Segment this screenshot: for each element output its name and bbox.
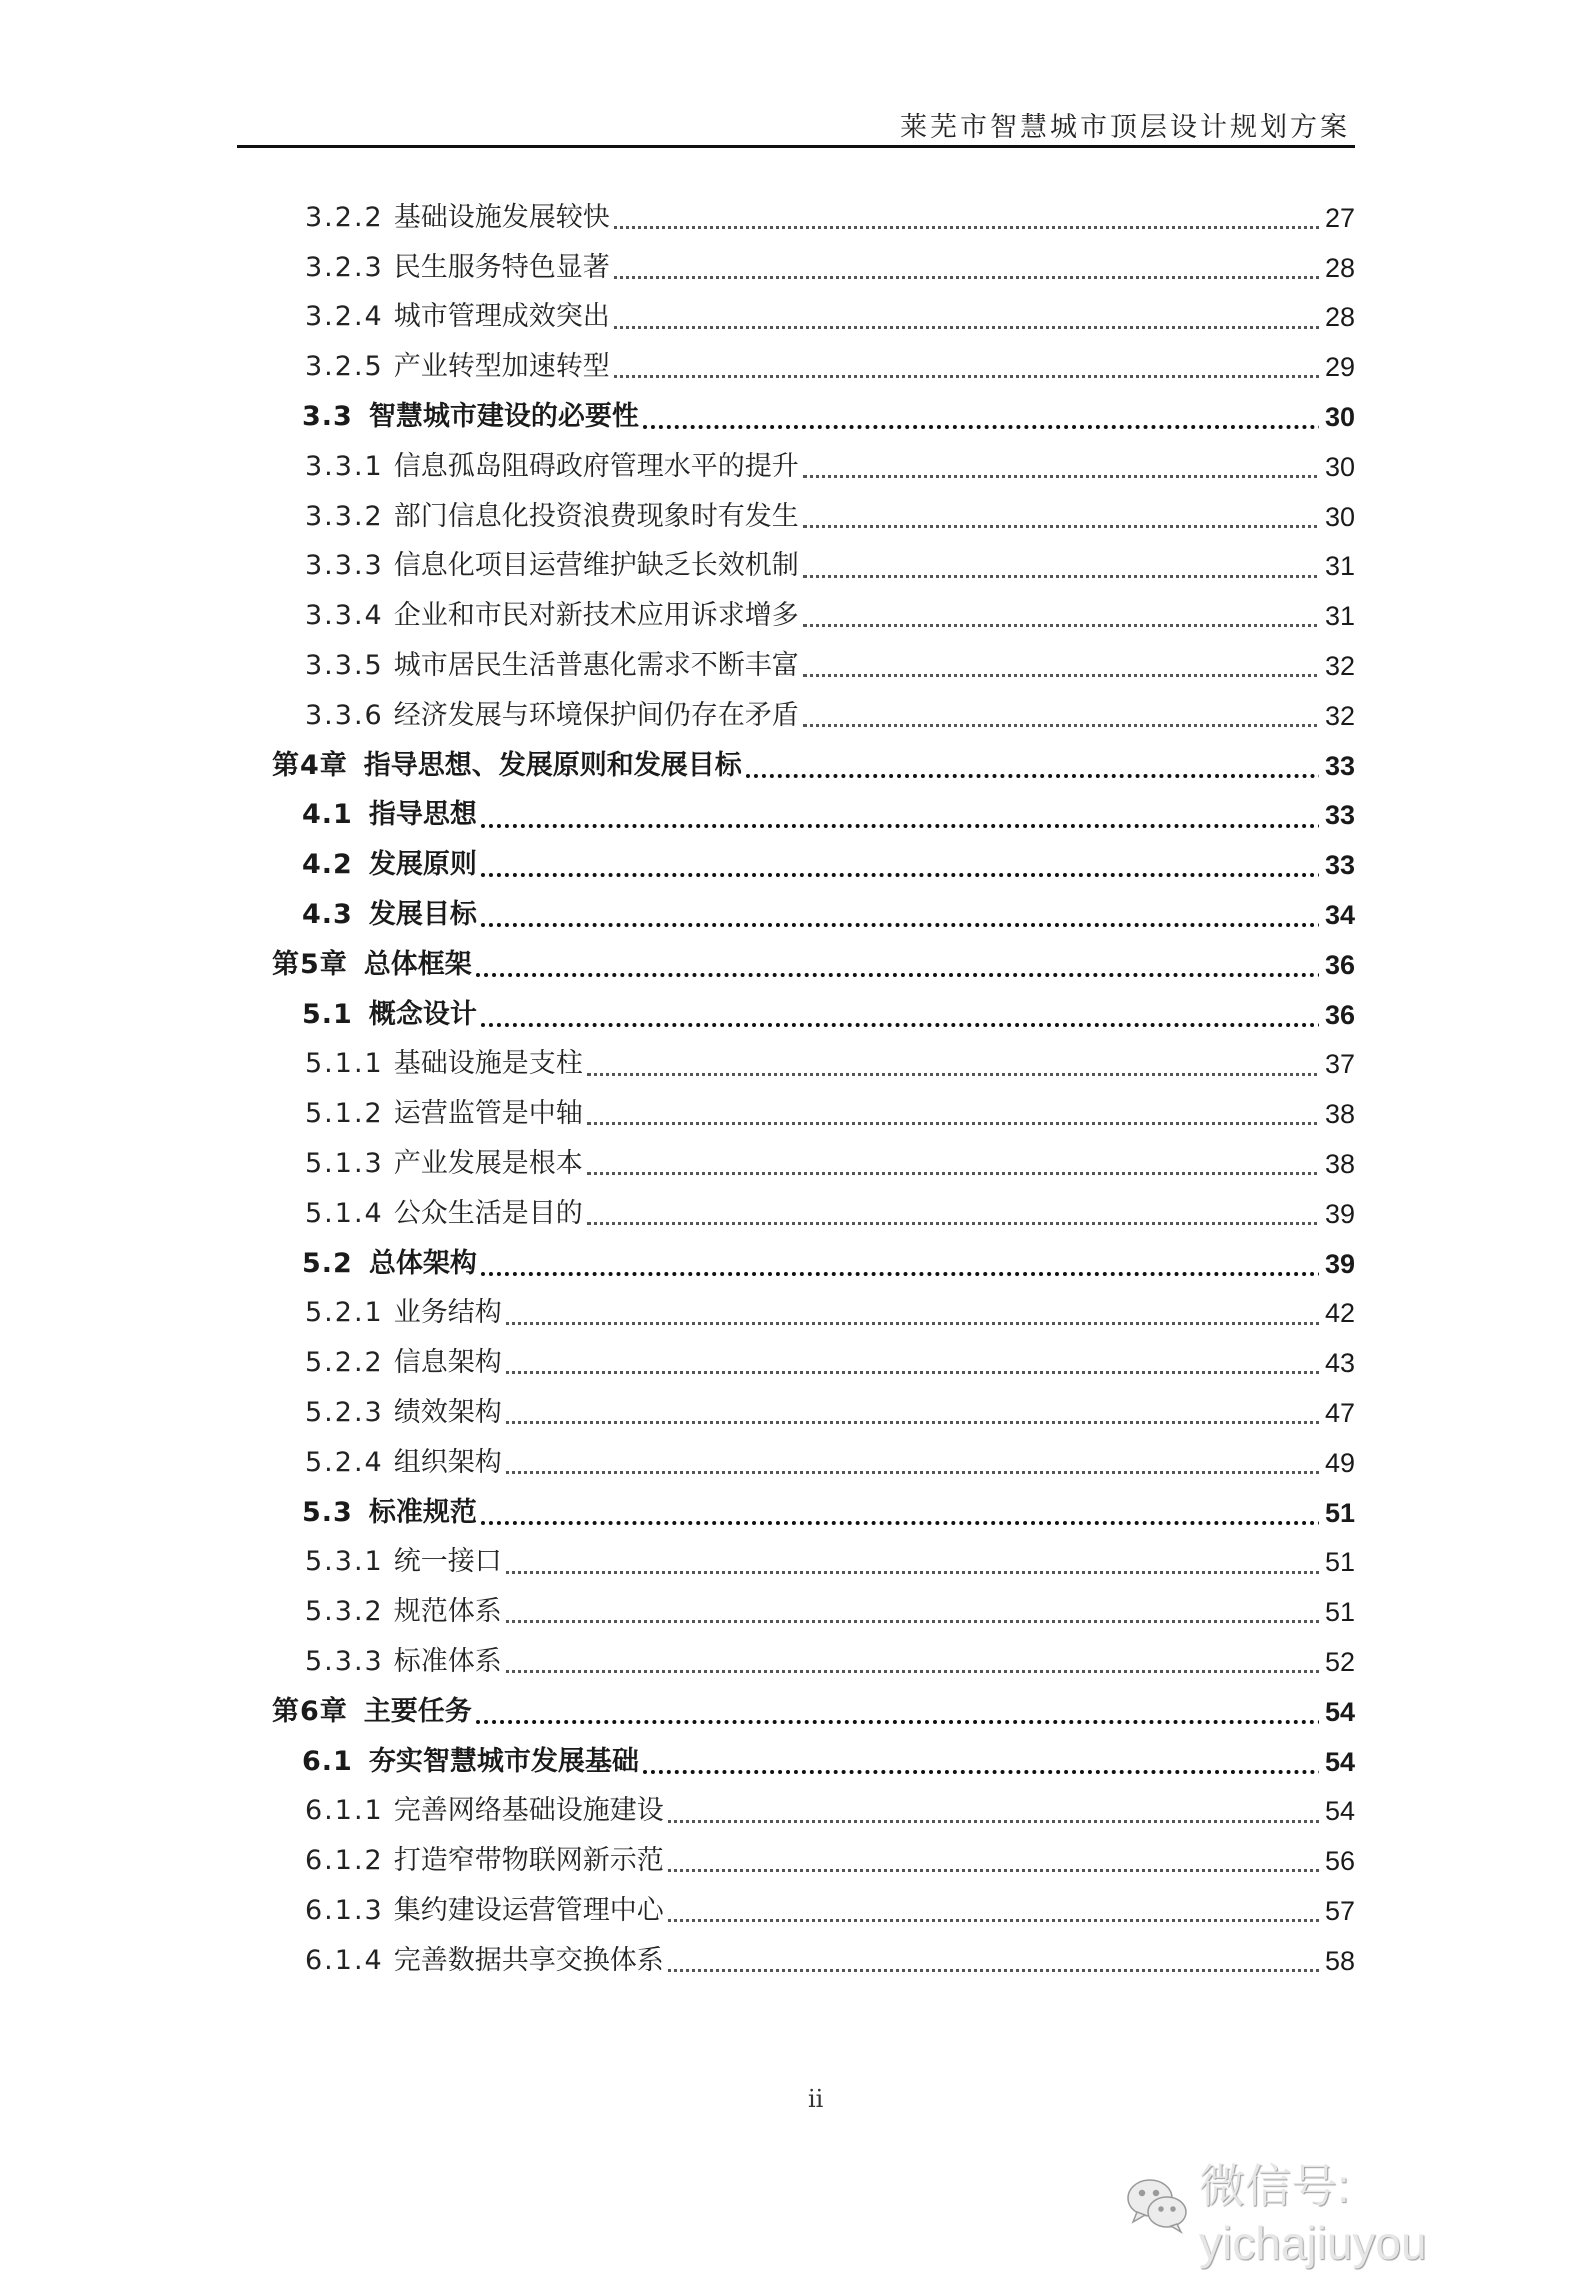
toc-entry-label — [305, 596, 803, 636]
toc-entry-title: 夯实智慧城市发展基础 — [368, 1745, 639, 1777]
toc-entry-page: 31 — [1319, 596, 1355, 636]
dot-leader — [476, 1680, 1355, 1724]
toc-entry-label — [302, 995, 481, 1035]
dot-leader — [481, 883, 1355, 927]
dot-leader — [481, 1232, 1355, 1276]
toc-entry-number: 6.1.4 — [305, 1944, 384, 1976]
toc-entry-label — [302, 397, 643, 437]
toc-entry-label — [305, 696, 803, 736]
toc-entry-page: 58 — [1319, 1941, 1355, 1981]
toc-entry-label — [305, 1791, 668, 1831]
dot-leader — [643, 1730, 1355, 1774]
toc-entry-label — [302, 895, 481, 935]
table-of-contents — [0, 193, 1587, 1986]
toc-entry-title: 企业和市民对新技术应用诉求增多 — [393, 600, 799, 632]
dot-leader — [481, 784, 1355, 828]
toc-entry-title: 标准规范 — [368, 1496, 477, 1528]
toc-entry-title: 发展原则 — [368, 849, 477, 881]
toc-entry-sub[interactable] — [0, 591, 1587, 641]
toc-entry-number: 5.3.1 — [305, 1546, 384, 1578]
toc-entry-label — [305, 497, 803, 537]
toc-entry-page: 29 — [1319, 347, 1355, 387]
toc-entry-label — [305, 1891, 668, 1931]
toc-entry-title: 城市居民生活普惠化需求不断丰富 — [393, 650, 799, 682]
toc-entry-label — [272, 1692, 476, 1732]
toc-entry-label — [272, 945, 476, 985]
dot-leader — [587, 1082, 1355, 1125]
toc-entry-number: 6.1.2 — [305, 1845, 384, 1877]
watermark — [1125, 2150, 1587, 2270]
toc-entry-number: 5.2.1 — [305, 1297, 384, 1329]
toc-entry-number: 3.3.3 — [305, 550, 384, 582]
toc-entry-page: 38 — [1319, 1144, 1355, 1184]
toc-entry-sub[interactable] — [0, 691, 1587, 741]
watermark-text: 微信号: yichajiuyou — [1199, 2160, 1427, 2269]
toc-entry-number: 3.3.4 — [305, 600, 384, 632]
toc-entry-number: 3.3.6 — [305, 699, 384, 731]
toc-entry-sub[interactable] — [0, 442, 1587, 492]
toc-entry-page: 56 — [1319, 1841, 1355, 1881]
toc-entry-label — [302, 1493, 481, 1533]
toc-entry-sub[interactable] — [0, 542, 1587, 592]
dot-leader — [668, 1829, 1355, 1872]
toc-entry-title: 基础设施是支柱 — [393, 1048, 583, 1080]
header-rule — [237, 145, 1355, 148]
toc-entry-page: 36 — [1319, 995, 1355, 1035]
dot-leader — [506, 1331, 1355, 1374]
dot-leader — [506, 1580, 1355, 1623]
toc-entry-page: 31 — [1319, 546, 1355, 586]
toc-entry-page: 32 — [1319, 696, 1355, 736]
toc-entry-label — [272, 746, 746, 786]
dot-leader — [506, 1282, 1355, 1325]
toc-entry-number: 3.3 — [302, 401, 353, 433]
dot-leader — [803, 684, 1355, 727]
toc-entry-label — [305, 1941, 668, 1981]
toc-entry-title: 总体架构 — [368, 1247, 477, 1279]
toc-entry-page: 28 — [1319, 297, 1355, 337]
dot-leader — [803, 485, 1355, 528]
toc-entry-page: 34 — [1319, 895, 1355, 935]
toc-entry-label — [305, 297, 614, 337]
toc-entry-number: 5.1.3 — [305, 1148, 384, 1180]
toc-entry-label — [305, 1144, 587, 1184]
toc-entry-label — [302, 1742, 643, 1782]
dot-leader — [746, 734, 1355, 778]
toc-entry-number: 5.1.1 — [305, 1048, 384, 1080]
toc-entry-title: 指导思想、发展原则和发展目标 — [363, 749, 742, 781]
toc-entry-sub[interactable] — [0, 492, 1587, 542]
toc-entry-number: 4.3 — [302, 899, 353, 931]
toc-entry-title: 信息孤岛阻碍政府管理水平的提升 — [393, 450, 799, 482]
toc-entry-label — [302, 795, 481, 835]
toc-entry-title: 产业转型加速转型 — [393, 351, 610, 383]
toc-entry-number: 3.3.2 — [305, 500, 384, 532]
footer-page-number: ii — [808, 2085, 824, 2113]
dot-leader — [476, 933, 1355, 977]
dot-leader — [481, 983, 1355, 1027]
toc-entry-number: 5.2 — [302, 1247, 353, 1279]
toc-entry-number: 5.3.3 — [305, 1646, 384, 1677]
toc-entry-section[interactable] — [0, 392, 1587, 442]
toc-entry-title: 民生服务特色显著 — [393, 251, 610, 283]
toc-entry-title: 公众生活是目的 — [393, 1197, 583, 1229]
toc-entry-title: 业务结构 — [393, 1297, 502, 1329]
toc-entry-page: 30 — [1319, 497, 1355, 537]
toc-entry-title: 集约建设运营管理中心 — [393, 1894, 664, 1926]
toc-entry-number: 5.1.2 — [305, 1098, 384, 1130]
toc-entry-title: 信息架构 — [393, 1347, 502, 1379]
toc-entry-label — [305, 1343, 506, 1383]
toc-entry-page: 27 — [1319, 198, 1355, 238]
dot-leader — [614, 335, 1355, 378]
toc-entry-page: 54 — [1319, 1742, 1355, 1782]
toc-entry-title: 完善数据共享交换体系 — [393, 1944, 664, 1976]
dot-leader — [506, 1630, 1355, 1673]
toc-entry-title: 概念设计 — [368, 998, 477, 1030]
toc-entry-number: 5.2.2 — [305, 1347, 384, 1379]
toc-entry-label — [305, 546, 803, 586]
toc-entry-title: 产业发展是根本 — [393, 1148, 583, 1180]
toc-entry-page: 28 — [1319, 248, 1355, 288]
toc-entry-title: 统一接口 — [393, 1546, 502, 1578]
toc-entry-page: 30 — [1319, 447, 1355, 487]
toc-entry-title: 信息化项目运营维护缺乏长效机制 — [393, 550, 799, 582]
toc-entry-page: 42 — [1319, 1293, 1355, 1333]
dot-leader — [614, 286, 1355, 329]
toc-entry-number: 6.1 — [302, 1745, 353, 1777]
toc-entry-title: 打造窄带物联网新示范 — [393, 1845, 664, 1877]
toc-entry-page: 52 — [1319, 1642, 1355, 1682]
toc-entry-label — [305, 447, 803, 487]
toc-entry-page: 57 — [1319, 1891, 1355, 1931]
toc-entry-page: 30 — [1319, 397, 1355, 437]
dot-leader — [614, 236, 1355, 279]
toc-entry-page: 49 — [1319, 1443, 1355, 1483]
dot-leader — [587, 1182, 1355, 1225]
toc-entry-number: 6.1.1 — [305, 1795, 384, 1827]
toc-entry-page: 39 — [1319, 1194, 1355, 1234]
toc-entry-label — [305, 1044, 587, 1084]
toc-entry-title: 城市管理成效突出 — [393, 301, 610, 333]
toc-entry-label — [305, 1094, 587, 1134]
toc-entry-number: 3.3.5 — [305, 650, 384, 682]
toc-entry-title: 组织架构 — [393, 1446, 502, 1478]
toc-entry-label — [305, 646, 803, 686]
toc-entry-label — [305, 1194, 587, 1234]
toc-entry-title: 总体框架 — [363, 948, 472, 980]
toc-entry-page: 33 — [1319, 746, 1355, 786]
toc-entry-page: 51 — [1319, 1592, 1355, 1632]
toc-entry-page: 54 — [1319, 1692, 1355, 1732]
toc-entry-label — [305, 1642, 506, 1682]
dot-leader — [587, 1033, 1355, 1076]
toc-entry-page: 39 — [1319, 1244, 1355, 1284]
toc-entry-number: 5.2.3 — [305, 1397, 384, 1429]
toc-entry-page: 33 — [1319, 795, 1355, 835]
toc-entry-page: 38 — [1319, 1094, 1355, 1134]
toc-entry-title: 规范体系 — [393, 1596, 502, 1628]
toc-entry-number: 3.2.4 — [305, 301, 384, 333]
dot-leader — [506, 1381, 1355, 1424]
toc-entry-number: 5.1.4 — [305, 1197, 384, 1229]
toc-entry-sub[interactable] — [0, 1936, 1587, 1986]
toc-entry-number: 3.2.2 — [305, 201, 384, 233]
toc-entry-label — [305, 1293, 506, 1333]
toc-entry-number: 5.2.4 — [305, 1446, 384, 1478]
dot-leader — [481, 1481, 1355, 1525]
toc-entry-number: 4.1 — [302, 799, 353, 831]
dot-leader — [668, 1929, 1355, 1972]
dot-leader — [614, 186, 1355, 229]
toc-entry-title: 指导思想 — [368, 799, 477, 831]
toc-entry-number: 3.2.5 — [305, 351, 384, 383]
toc-entry-page: 54 — [1319, 1791, 1355, 1831]
toc-entry-number: 第4章 — [272, 749, 348, 781]
dot-leader — [803, 634, 1355, 677]
toc-entry-number: 5.3 — [302, 1496, 353, 1528]
toc-entry-title: 智慧城市建设的必要性 — [368, 401, 639, 433]
toc-entry-number: 第6章 — [272, 1695, 348, 1727]
toc-entry-page: 32 — [1319, 646, 1355, 686]
toc-entry-number: 4.2 — [302, 849, 353, 881]
toc-entry-label — [305, 198, 614, 238]
toc-entry-page: 36 — [1319, 945, 1355, 985]
dot-leader — [643, 385, 1355, 429]
toc-entry-sub[interactable] — [0, 641, 1587, 691]
toc-entry-number: 5.1 — [302, 998, 353, 1030]
toc-entry-page: 43 — [1319, 1343, 1355, 1383]
dot-leader — [803, 535, 1355, 578]
toc-entry-page: 51 — [1319, 1542, 1355, 1582]
toc-entry-label — [305, 248, 614, 288]
toc-entry-number: 第5章 — [272, 948, 348, 980]
toc-entry-title: 部门信息化投资浪费现象时有发生 — [393, 500, 799, 532]
toc-entry-title: 完善网络基础设施建设 — [393, 1795, 664, 1827]
toc-entry-page: 51 — [1319, 1493, 1355, 1533]
toc-entry-label — [305, 1592, 506, 1632]
toc-entry-label — [305, 1393, 506, 1433]
toc-entry-label — [302, 845, 481, 885]
toc-entry-title: 基础设施发展较快 — [393, 201, 610, 233]
dot-leader — [668, 1879, 1355, 1922]
toc-entry-title: 标准体系 — [393, 1646, 502, 1677]
toc-entry-label — [302, 1244, 481, 1284]
dot-leader — [506, 1431, 1355, 1474]
toc-entry-number: 5.3.2 — [305, 1596, 384, 1628]
toc-entry-label — [305, 1841, 668, 1881]
toc-entry-title: 运营监管是中轴 — [393, 1098, 583, 1130]
dot-leader — [668, 1780, 1355, 1823]
toc-entry-number: 6.1.3 — [305, 1894, 384, 1926]
toc-entry-title: 经济发展与环境保护间仍存在矛盾 — [393, 699, 799, 731]
toc-entry-title: 发展目标 — [368, 899, 477, 931]
dot-leader — [803, 584, 1355, 627]
dot-leader — [506, 1531, 1355, 1574]
toc-entry-page: 37 — [1319, 1044, 1355, 1084]
toc-entry-label — [305, 1542, 506, 1582]
dot-leader — [481, 833, 1355, 877]
toc-entry-label — [305, 1443, 506, 1483]
toc-entry-page: 47 — [1319, 1393, 1355, 1433]
document-header-title: 莱芜市智慧城市顶层设计规划方案 — [900, 112, 1350, 143]
dot-leader — [587, 1132, 1355, 1175]
toc-entry-page: 33 — [1319, 845, 1355, 885]
wechat-icon — [1125, 2176, 1189, 2245]
toc-entry-title: 绩效架构 — [393, 1397, 502, 1429]
toc-entry-label — [305, 347, 614, 387]
toc-entry-title: 主要任务 — [363, 1695, 472, 1727]
toc-entry-number: 3.3.1 — [305, 450, 384, 482]
dot-leader — [803, 435, 1355, 478]
toc-entry-number: 3.2.3 — [305, 251, 384, 283]
